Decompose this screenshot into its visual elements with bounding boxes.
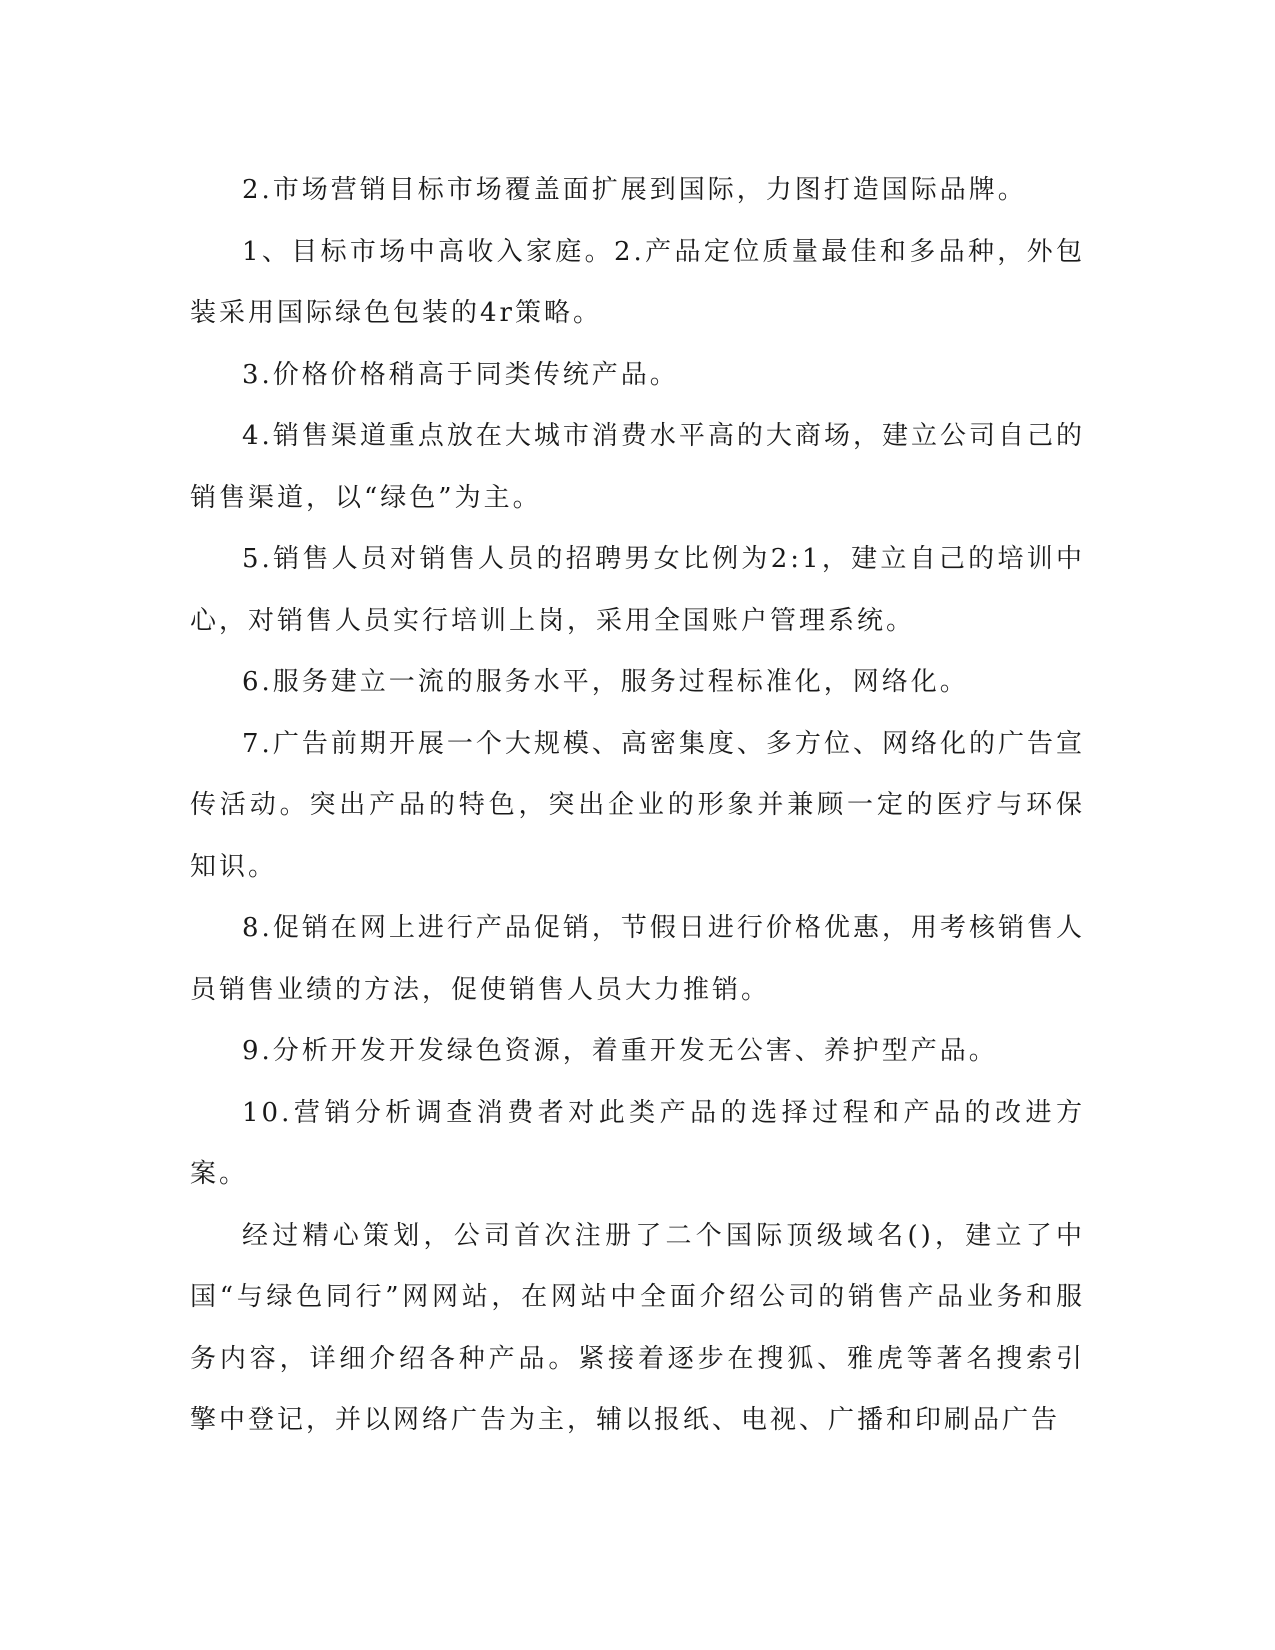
paragraph-website: 经过精心策划，公司首次注册了二个国际顶级域名()，建立了中国“与绿色同行”网网站，在网站中全面介绍公司的销售产品业务和服务内容，详细介绍各种产品。紧接着逐步在搜狐、雅虎等著名搜索引擎中登记，并以网络广告为主，辅以报纸、电视、广播和印刷品广告: [190, 1220, 1085, 1435]
paragraph-target-market-positioning: 1、目标市场中高收入家庭。2.产品定位质量最佳和多品种，外包装采用国际绿色包装的4r策略。: [190, 236, 1085, 328]
paragraph-price: 3.价格价格稍高于同类传统产品。: [242, 359, 679, 390]
paragraph-advertising: 7.广告前期开展一个大规模、高密集度、多方位、网络化的广告宣传活动。突出产品的特色，突出企业的形象并兼顾一定的医疗与环保知识。: [190, 728, 1085, 882]
paragraph-sales-staff: 5.销售人员对销售人员的招聘男女比例为2:1，建立自己的培训中心，对销售人员实行培训上岗，采用全国账户管理系统。: [190, 544, 1085, 636]
paragraph-service: 6.服务建立一流的服务水平，服务过程标准化，网络化。: [242, 667, 969, 697]
paragraph-market-target: 2.市场营销目标市场覆盖面扩展到国际，力图打造国际品牌。: [242, 175, 1027, 205]
paragraph-sales-channel: 4.销售渠道重点放在大城市消费水平高的大商场，建立公司自己的销售渠道，以“绿色”为主。: [190, 421, 1085, 513]
paragraph-marketing-analysis: 10.营销分析调查消费者对此类产品的选择过程和产品的改进方案。: [190, 1097, 1085, 1189]
paragraph-promotion: 8.促销在网上进行产品促销，节假日进行价格优惠，用考核销售人员销售业绩的方法，促使销售人员大力推销。: [190, 913, 1085, 1005]
paragraph-development: 9.分析开发开发绿色资源，着重开发无公害、养护型产品。: [242, 1036, 998, 1066]
document-body: [190, 160, 1085, 1452]
